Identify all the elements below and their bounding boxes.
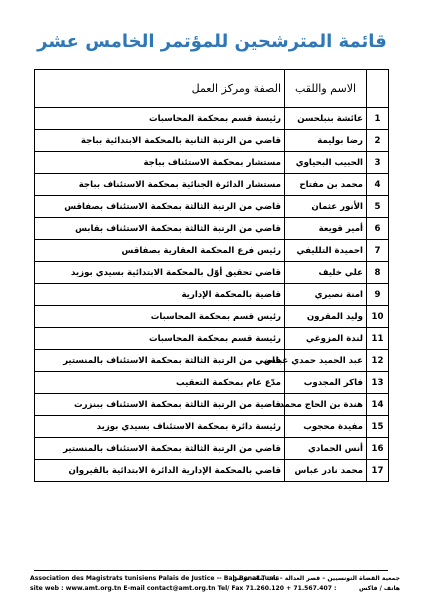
candidate-role: قاضي من الرتبة الثالثة بمحكمة الاستئناف بالمنستير xyxy=(35,438,285,460)
footer-line-2 xyxy=(30,585,400,594)
candidate-name: الأنور عثمان xyxy=(285,196,367,218)
table-row xyxy=(35,372,389,394)
table-row xyxy=(35,438,389,460)
candidate-role: رئيسة دائرة بمحكمة الاستئناف بسيدي بوزيد xyxy=(35,416,285,438)
candidate-name: محمد بن مفتاح xyxy=(285,174,367,196)
candidate-role: قاضية بالمحكمة الإدارية xyxy=(35,284,285,306)
row-number: 16 xyxy=(367,438,389,460)
row-number: 9 xyxy=(367,284,389,306)
candidate-name: أنس الحمادي xyxy=(285,438,367,460)
table-row xyxy=(35,218,389,240)
table-row xyxy=(35,240,389,262)
table-row xyxy=(35,394,389,416)
table-row xyxy=(35,460,389,482)
page-title: قائمة المترشحين للمؤتمر الخامس عشر xyxy=(37,31,387,52)
table-row xyxy=(35,262,389,284)
row-number: 6 xyxy=(367,218,389,240)
candidate-name: وليد المقرون xyxy=(285,306,367,328)
candidate-name: محمد نادر عباس xyxy=(285,460,367,482)
table-row xyxy=(35,130,389,152)
candidate-name: لندة المزوغي xyxy=(285,328,367,350)
row-number: 7 xyxy=(367,240,389,262)
row-number: 3 xyxy=(367,152,389,174)
row-number: 12 xyxy=(367,350,389,372)
footer-divider xyxy=(34,570,388,571)
candidate-name: هندة بن الحاج محمد xyxy=(285,394,367,416)
row-number: 1 xyxy=(367,108,389,130)
table-row xyxy=(35,350,389,372)
header-number xyxy=(367,70,389,108)
candidate-role: قاضي من الرتبة الثانية بالمحكمة الابتدائية بباجة xyxy=(35,130,285,152)
header-name: الاسم واللقب xyxy=(285,70,367,108)
row-number: 13 xyxy=(367,372,389,394)
row-number: 4 xyxy=(367,174,389,196)
row-number: 15 xyxy=(367,416,389,438)
footer-line-1 xyxy=(30,575,400,584)
table-row xyxy=(35,328,389,350)
candidate-name: علي خليف xyxy=(285,262,367,284)
candidate-role: قاضي تحقيق أوّل بالمحكمة الابتدائية بسيدي بوزيد xyxy=(35,262,285,284)
candidate-role: قاضي من الرتبة الثالثة بمحكمة الاستئناف بالمنستير xyxy=(35,350,285,372)
candidate-role: رئيسة قسم بمحكمة المحاسبات xyxy=(35,108,285,130)
candidate-role: رئيس قسم بمحكمة المحاسبات xyxy=(35,306,285,328)
candidate-role: قاضية من الرتبة الثالثة بمحكمة الاستئناف ببنزرت xyxy=(35,394,285,416)
row-number: 8 xyxy=(367,262,389,284)
table-row xyxy=(35,416,389,438)
candidate-role: مدّع عام بمحكمة التعقيب xyxy=(35,372,285,394)
header-role: الصفة ومركز العمل xyxy=(35,70,285,108)
candidate-role: قاضي بالمحكمة الإدارية الدائرة الابتدائية بالقيروان xyxy=(35,460,285,482)
table-row xyxy=(35,306,389,328)
candidate-role: قاضي من الرتبة الثالثة بمحكمة الاستئناف بصفاقس xyxy=(35,196,285,218)
candidate-name: عبد الحميد حمدي عباس xyxy=(285,350,367,372)
row-number: 11 xyxy=(367,328,389,350)
candidate-name: مفيدة محجوب xyxy=(285,416,367,438)
candidate-name: امنة نصيري xyxy=(285,284,367,306)
table-row xyxy=(35,152,389,174)
table-row xyxy=(35,108,389,130)
candidate-name: احميدة التلليفي xyxy=(285,240,367,262)
row-number: 5 xyxy=(367,196,389,218)
candidate-role: مستشار الدائرة الجنائية بمحكمة الاستئناف بباجة xyxy=(35,174,285,196)
table-row xyxy=(35,174,389,196)
candidate-name: الحبيب البحياوي xyxy=(285,152,367,174)
table-header-row xyxy=(35,70,389,108)
footer-association-fr: Association des Magistrats tunisiens Palais de Justice -- Bab Benat Tunis xyxy=(30,575,280,582)
candidate-role: مستشار بمحكمة الاستئناف بباجة xyxy=(35,152,285,174)
candidates-table xyxy=(34,69,389,482)
table-row xyxy=(35,196,389,218)
candidate-name: عائشة بنبلحسن xyxy=(285,108,367,130)
footer-contact: site web : www.amt.org.tn E-mail contact@amt.org.tn Tel/ Fax 71.260.120 + 71.567.407 : xyxy=(30,585,337,592)
candidate-name: رضا بوليمة xyxy=(285,130,367,152)
candidate-role: رئيس فرع المحكمة العقارية بصفاقس xyxy=(35,240,285,262)
row-number: 2 xyxy=(367,130,389,152)
candidate-role: رئيسة قسم بمحكمة المحاسبات xyxy=(35,328,285,350)
table-row xyxy=(35,284,389,306)
footer-association-ar: جمعية القضاة التونسيين – قصر العدالة – باب بنات تونس xyxy=(232,575,400,582)
candidate-name: فاكر المجدوب xyxy=(285,372,367,394)
row-number: 17 xyxy=(367,460,389,482)
candidate-role: قاضي من الرتبة الثالثة بمحكمة الاستئناف بقابس xyxy=(35,218,285,240)
footer-phone-label-ar: هاتف / فاكس xyxy=(359,585,400,592)
row-number: 14 xyxy=(367,394,389,416)
row-number: 10 xyxy=(367,306,389,328)
candidate-name: أمير قويعة xyxy=(285,218,367,240)
